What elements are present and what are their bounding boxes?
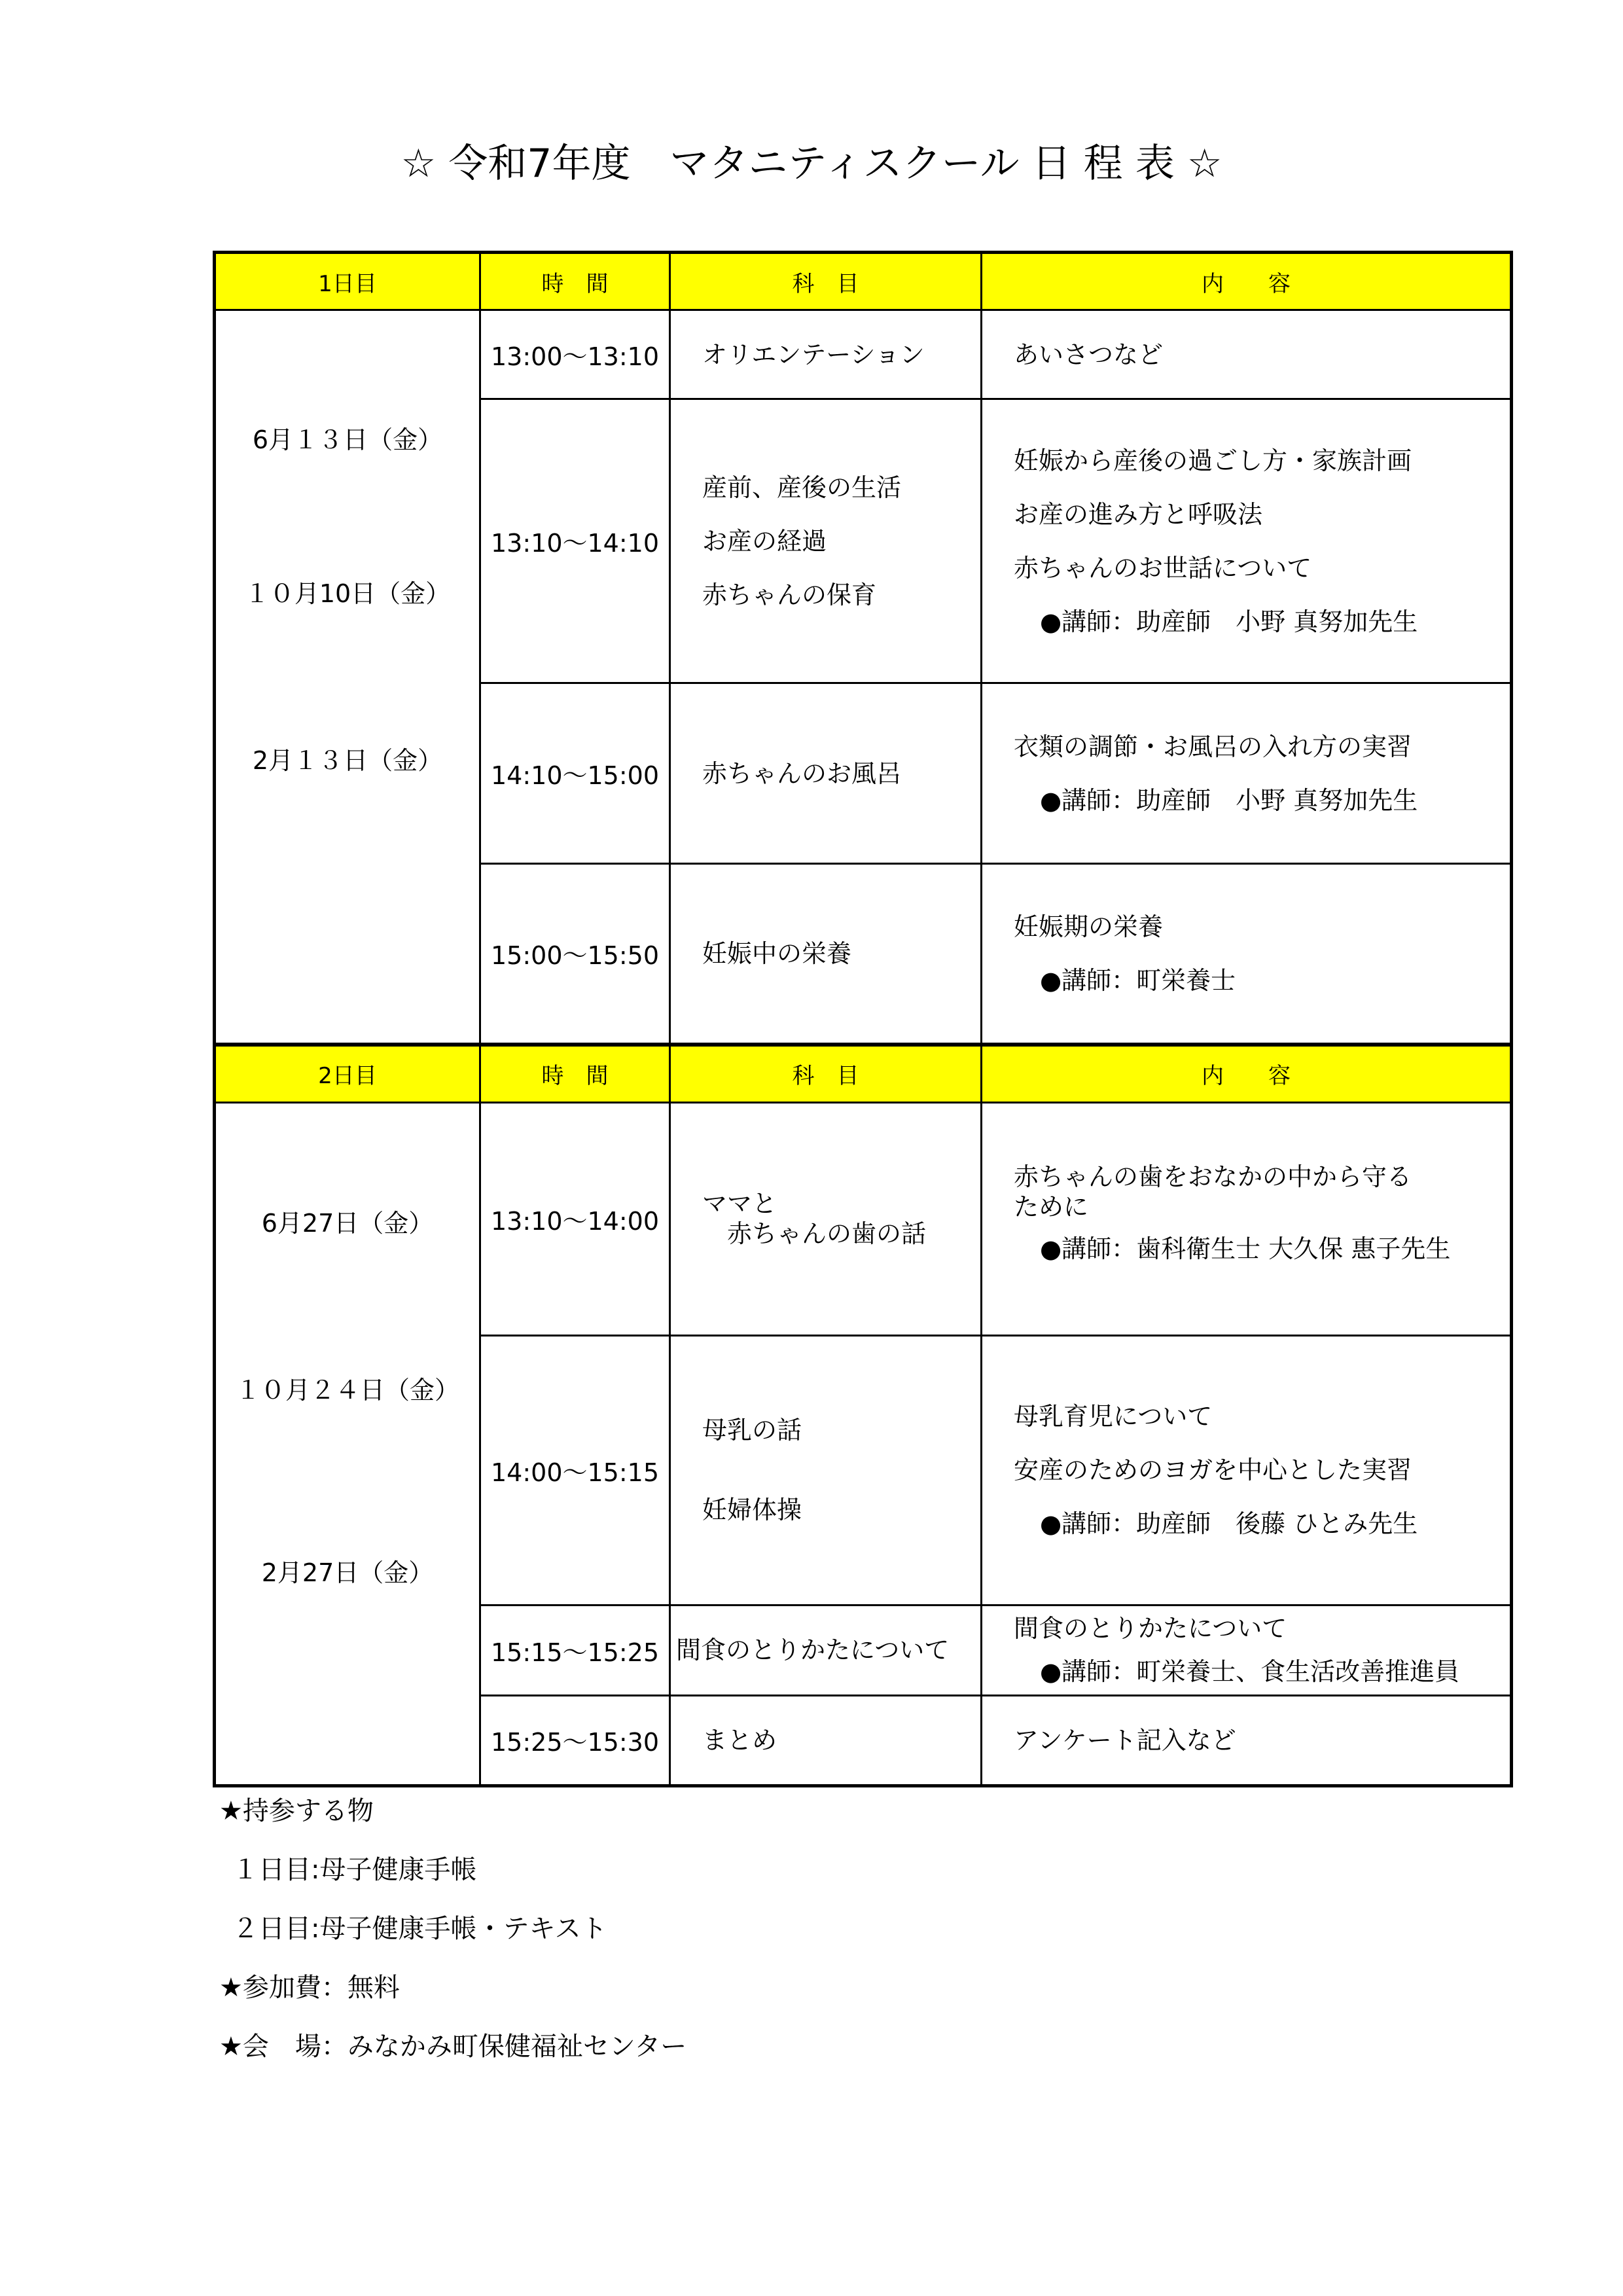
content-cell xyxy=(982,310,1512,399)
subject-cell xyxy=(670,683,982,864)
time-cell: 13:00～13:10 xyxy=(480,310,670,399)
day1-dates-cell xyxy=(215,310,480,1045)
day1-date: １０月10日（金） xyxy=(244,579,451,609)
subject-line: オリエンテーション xyxy=(702,340,925,369)
venue-note: ★会 場：みなかみ町保健福祉センター xyxy=(219,2032,687,2062)
time-cell: 13:10～14:10 xyxy=(480,399,670,683)
subject-cell xyxy=(670,1335,982,1605)
time-cell: 15:15～15:25 xyxy=(480,1605,670,1695)
content-line: 赤ちゃんの歯をおなかの中から守る xyxy=(1014,1162,1412,1191)
day2-header-time: 時 間 xyxy=(480,1045,670,1103)
day2-header-content: 内 容 xyxy=(982,1045,1512,1103)
content-line: ために xyxy=(1014,1193,1089,1221)
day2-dates-cell xyxy=(215,1102,480,1785)
day2-date: 6月27日（金） xyxy=(261,1208,434,1238)
time-cell: 15:00～15:50 xyxy=(480,864,670,1045)
content-line: 妊娠期の栄養 xyxy=(1014,912,1164,941)
lecturer-line: ●講師：町栄養士、食生活改善推進員 xyxy=(1040,1657,1460,1686)
content-cell xyxy=(982,1695,1512,1785)
day1-header-row xyxy=(215,253,1512,310)
bring-items-day1: １日目:母子健康手帳 xyxy=(232,1855,477,1885)
time-cell: 14:00～15:15 xyxy=(480,1335,670,1605)
lecturer-line: ●講師：助産師 小野 真努加先生 xyxy=(1040,785,1418,815)
day1-header-time: 時 間 xyxy=(480,253,670,310)
day1-header-subject: 科 目 xyxy=(670,253,982,310)
time-cell: 15:25～15:30 xyxy=(480,1695,670,1785)
day1-date: 6月１３日（金） xyxy=(252,425,443,455)
subject-line: 赤ちゃんの保育 xyxy=(702,580,877,609)
content-cell xyxy=(982,864,1512,1045)
content-cell xyxy=(982,1605,1512,1695)
subject-line: ママと xyxy=(702,1189,777,1218)
subject-line: お産の経過 xyxy=(702,526,827,556)
table-row xyxy=(215,310,1512,399)
subject-cell xyxy=(670,310,982,399)
time-cell: 13:10～14:00 xyxy=(480,1102,670,1335)
content-line: 妊娠から産後の過ごし方・家族計画 xyxy=(1014,446,1412,475)
content-cell xyxy=(982,1102,1512,1335)
content-line: お産の進み方と呼吸法 xyxy=(1014,499,1263,529)
subject-line: 母乳の話 xyxy=(702,1416,802,1444)
fee-note: ★参加費：無料 xyxy=(219,1973,400,2003)
day2-header-subject: 科 目 xyxy=(670,1045,982,1103)
subject-line: 妊娠中の栄養 xyxy=(702,939,852,968)
content-line: 母乳育児について xyxy=(1014,1402,1213,1431)
content-line: 赤ちゃんのお世話について xyxy=(1014,553,1312,583)
subject-line: 赤ちゃんの歯の話 xyxy=(727,1219,927,1248)
subject-cell xyxy=(670,1695,982,1785)
content-cell xyxy=(982,1335,1512,1605)
content-line: 衣類の調節・お風呂の入れ方の実習 xyxy=(1014,732,1412,761)
subject-line: まとめ xyxy=(702,1725,777,1755)
time-cell: 14:10～15:00 xyxy=(480,683,670,864)
content-cell xyxy=(982,683,1512,864)
footer-notes xyxy=(219,1782,687,2076)
lecturer-line: ●講師：助産師 小野 真努加先生 xyxy=(1040,607,1418,636)
day2-header-row xyxy=(215,1045,1512,1103)
subject-line: 間食のとりかたについて xyxy=(676,1636,950,1664)
day1-header-content: 内 容 xyxy=(982,253,1512,310)
content-line: アンケート記入など xyxy=(1014,1725,1236,1755)
subject-cell xyxy=(670,864,982,1045)
day2-header-day: 2日目 xyxy=(215,1045,480,1103)
subject-line: 妊婦体操 xyxy=(702,1496,802,1524)
subject-line: 赤ちゃんのお風呂 xyxy=(702,759,902,788)
bring-items-heading: ★持参する物 xyxy=(219,1796,374,1826)
schedule-table xyxy=(213,251,1513,1787)
day2-date: 2月27日（金） xyxy=(261,1558,434,1587)
subject-cell xyxy=(670,399,982,683)
lecturer-line: ●講師：歯科衛生士 大久保 惠子先生 xyxy=(1040,1234,1451,1263)
subject-line: 産前、産後の生活 xyxy=(702,473,902,502)
bring-items-day2: ２日目:母子健康手帳・テキスト xyxy=(232,1914,607,1944)
day2-date: １０月２４日（金） xyxy=(235,1375,459,1405)
lecturer-line: ●講師：町栄養士 xyxy=(1040,965,1236,995)
content-line: 安産のためのヨガを中心とした実習 xyxy=(1014,1456,1412,1484)
content-line: 間食のとりかたについて xyxy=(1014,1614,1287,1643)
subject-cell xyxy=(670,1605,982,1695)
page-title: ☆ 令和7年度 マタニティスクール 日 程 表 ☆ xyxy=(401,141,1222,187)
lecturer-line: ●講師：助産師 後藤 ひとみ先生 xyxy=(1040,1509,1418,1538)
day1-header-day: 1日目 xyxy=(215,253,480,310)
subject-cell xyxy=(670,1102,982,1335)
content-cell xyxy=(982,399,1512,683)
day1-date: 2月１３日（金） xyxy=(252,746,443,776)
table-row xyxy=(215,1102,1512,1335)
content-line: あいさつなど xyxy=(1014,340,1164,369)
